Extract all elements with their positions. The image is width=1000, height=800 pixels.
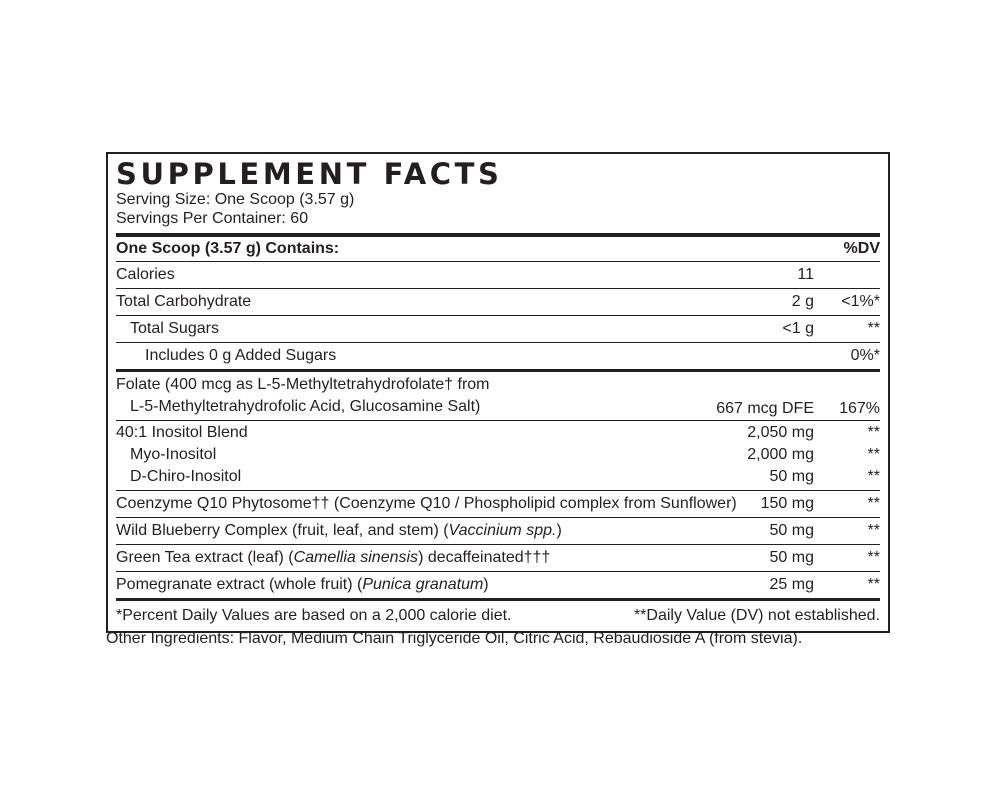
supplement-facts-panel: [106, 152, 890, 633]
footnote-daily-values: *Percent Daily Values are based on a 2,000 calorie diet.: [116, 607, 512, 624]
other-ingredients: Other Ingredients: Flavor, Medium Chain Triglyceride Oil, Citric Acid, Rebaudioside A (from stevia).: [106, 630, 803, 647]
nutrient-row-added-sugars: Includes 0 g Added Sugars 0%*: [116, 343, 880, 372]
nutrient-row-pomegranate: Pomegranate extract (whole fruit) (Punica granatum) 25 mg **: [116, 572, 880, 601]
folate-line2: L-5-Methyltetrahydrofolic Acid, Glucosamine Salt): [130, 398, 481, 415]
footnote-dv-not-established: **Daily Value (DV) not established.: [633, 607, 880, 624]
nutrient-row-calories: Calories 11: [116, 262, 880, 289]
nutrient-group-inositol: [116, 421, 880, 491]
nutrient-row-green-tea: Green Tea extract (leaf) (Camellia sinensis) decaffeinated††† 50 mg **: [116, 545, 880, 572]
d-chiro-inositol-row: D-Chiro-Inositol 50 mg **: [130, 468, 880, 485]
nutrient-row-total-carbohydrate: Total Carbohydrate 2 g <1%*: [116, 289, 880, 316]
nutrient-row-blueberry: Wild Blueberry Complex (fruit, leaf, and stem) (Vaccinium spp.) 50 mg **: [116, 518, 880, 545]
nutrient-row-folate: [116, 372, 880, 421]
header-label: One Scoop (3.57 g) Contains:: [116, 240, 340, 257]
nutrient-row-total-sugars: Total Sugars <1 g **: [116, 316, 880, 343]
serving-size: Serving Size: One Scoop (3.57 g): [116, 191, 355, 208]
table-header: [116, 237, 880, 262]
panel-footer: [116, 601, 880, 631]
panel-title: SUPPLEMENT FACTS: [116, 157, 503, 191]
inositol-blend-row: 40:1 Inositol Blend 2,050 mg **: [116, 424, 880, 441]
folate-dv: 167%: [839, 400, 880, 417]
servings-per-container: Servings Per Container: 60: [116, 210, 309, 227]
myo-inositol-row: Myo-Inositol 2,000 mg **: [130, 446, 880, 463]
header-dv: %DV: [843, 240, 880, 257]
nutrient-row-coq10: Coenzyme Q10 Phytosome†† (Coenzyme Q10 / Phospholipid complex from Sunflower) 150 mg **: [116, 491, 880, 518]
folate-amount: 667 mcg DFE: [716, 400, 814, 417]
folate-line1: Folate (400 mcg as L-5-Methyltetrahydrofolate† from: [116, 376, 490, 393]
